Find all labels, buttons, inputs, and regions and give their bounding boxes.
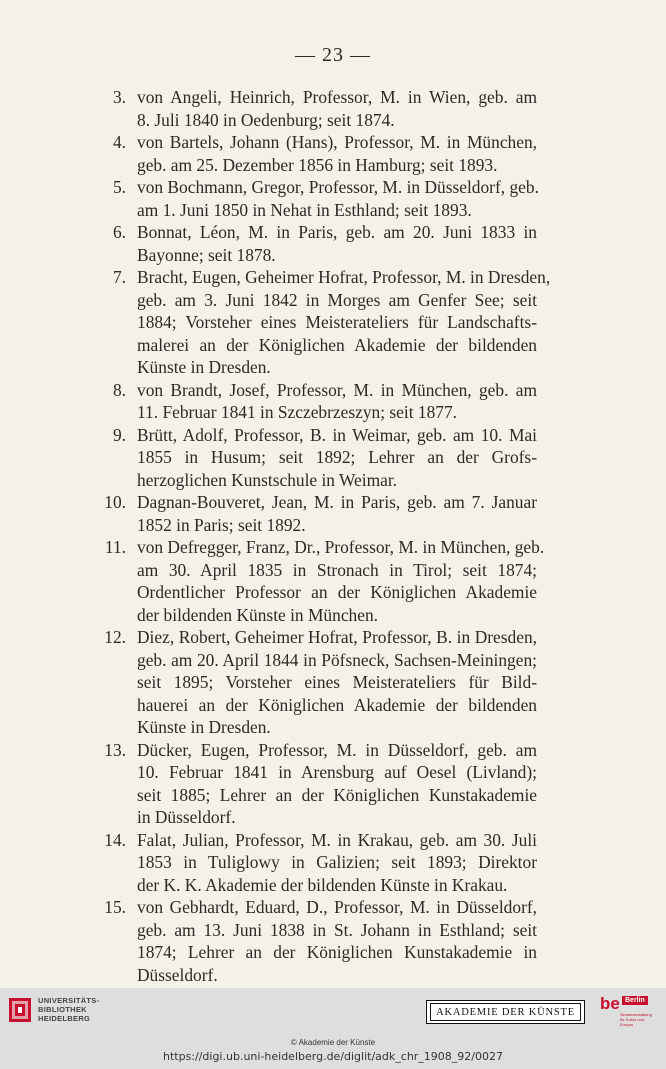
entry-line: der K. K. Akademie der bildenden Künste in Krakau. [137, 874, 508, 895]
entry-line: malerei an der Königlichen Akademie der bildenden [137, 334, 537, 355]
entry-line: 1855 in Husum; seit 1892; Lehrer an der Grofs- [137, 447, 537, 467]
entry-line: von Angeli, Heinrich, Professor, M. in Wien, geb. am [137, 87, 537, 107]
entry-line: Falat, Julian, Professor, M. in Krakau, geb. am 30. Juli [137, 829, 537, 850]
list-item [72, 626, 537, 739]
entry-line: 11. Februar 1841 in Szczebrzeszyn; seit 1877. [137, 402, 458, 422]
list-item [72, 739, 537, 829]
list-item [72, 536, 545, 626]
entry-line: seit 1895; Vorsteher eines Meisterateliers für Bild- [137, 672, 537, 692]
ub-seal-icon [8, 997, 32, 1023]
entry-number: 8. [112, 379, 126, 400]
entry-line: Düsseldorf. [137, 964, 218, 985]
entry-line: 1874; Lehrer an der Königlichen Kunstakademie in [137, 942, 537, 962]
entry-line: hauerei an der Königlichen Akademie der bildenden [137, 694, 537, 715]
list-item [72, 266, 551, 379]
page-number: — 23 — [295, 44, 371, 66]
entry-line: 1853 in Tuliglowy in Galizien; seit 1893; Direktor [137, 852, 537, 872]
bemi-sub-line-2: für Kultur und Europa [620, 1017, 645, 1027]
list-item [72, 86, 537, 131]
entry-line: Brütt, Adolf, Professor, B. in Weimar, geb. am 10. Mai [137, 424, 537, 445]
entry-line: Dagnan-Bouveret, Jean, M. in Paris, geb. am 7. Januar [137, 492, 537, 512]
entry-line: geb. am 3. Juni 1842 in Morges am Genfer See; seit [137, 289, 537, 310]
entry-line: 1884; Vorsteher eines Meisterateliers für Landschafts- [137, 312, 537, 332]
entry-line: von Bartels, Johann (Hans), Professor, M. in München, [137, 132, 537, 152]
list-item [72, 896, 537, 986]
entry-line: herzoglichen Kunstschule in Weimar. [137, 469, 398, 490]
entry-line: geb. am 13. Juni 1838 in St. Johann in Esthland; seit [137, 919, 537, 940]
entry-line: von Brandt, Josef, Professor, M. in München, geb. am [137, 379, 537, 400]
entry-line: 10. Februar 1841 in Arensburg auf Oesel (Livland); [137, 762, 537, 782]
entry-line: seit 1885; Lehrer an der Königlichen Kunstakademie [137, 784, 537, 805]
entry-number: 12. [104, 627, 126, 647]
entry-number: 14. [104, 829, 126, 850]
entry-number: 9. [112, 424, 126, 445]
entry-line: Bonnat, Léon, M. in Paris, geb. am 20. Juni 1833 in [137, 222, 537, 242]
list-item [72, 176, 537, 221]
bemi-sub-text [620, 1012, 658, 1027]
entry-line: Künste in Dresden. [137, 717, 271, 737]
list-item [72, 221, 537, 266]
akademie-der-kuenste-logo[interactable] [426, 1000, 585, 1024]
list-item [72, 829, 537, 897]
permalink-url[interactable]: https://digi.ub.uni-heidelberg.de/diglit/adk_chr_1908_92/0027 [162, 1050, 504, 1063]
entry-line: am 30. April 1835 in Stronach in Tirol; seit 1874; [137, 559, 537, 580]
entry-number: 10. [104, 492, 126, 512]
entry-number: 3. [112, 87, 126, 107]
member-list [72, 86, 551, 986]
entry-number: 4. [112, 132, 126, 152]
entry-line: Künste in Dresden. [137, 357, 271, 377]
entry-line: geb. am 25. Dezember 1856 in Hamburg; seit 1893. [137, 154, 498, 175]
entry-line: von Defregger, Franz, Dr., Professor, M. in München, geb. [137, 537, 545, 557]
entry-line: von Gebhardt, Eduard, D., Professor, M. in Düsseldorf, [137, 897, 537, 917]
entry-line: von Bochmann, Gregor, Professor, M. in Düsseldorf, geb. [137, 177, 539, 197]
ub-logo-line-3: HEIDELBERG [38, 1014, 91, 1023]
list-item [72, 379, 537, 424]
bemi-berlin-text: Berlin [622, 996, 648, 1005]
entry-line: Ordentlicher Professor an der Königlichen Akademie [137, 582, 537, 602]
entry-number: 15. [104, 897, 126, 917]
list-item [72, 491, 537, 536]
ub-heidelberg-logo[interactable] [8, 996, 99, 1023]
entry-line: in Düsseldorf. [137, 807, 236, 827]
entry-line: Bayonne; seit 1878. [137, 244, 276, 265]
entry-line: 8. Juli 1840 in Oedenburg; seit 1874. [137, 109, 395, 130]
akademie-logo-label: AKADEMIE DER KÜNSTE [430, 1003, 581, 1021]
ub-logo-line-1: UNIVERSITÄTS- [38, 996, 100, 1005]
entry-number: 11. [104, 537, 126, 557]
entry-number: 5. [112, 177, 126, 197]
entry-number: 7. [112, 267, 126, 287]
berlin-senate-logo[interactable] [600, 994, 658, 1030]
entry-line: geb. am 20. April 1844 in Pöfsneck, Sachsen-Meiningen; [137, 649, 537, 670]
entry-line: am 1. Juni 1850 in Nehat in Esthland; seit 1893. [137, 199, 472, 220]
list-item [72, 131, 537, 176]
entry-line: Bracht, Eugen, Geheimer Hofrat, Professor, M. in Dresden, [137, 267, 551, 287]
ub-logo-line-2: BIBLIOTHEK [38, 1005, 87, 1014]
entry-number: 13. [104, 739, 126, 760]
entry-line: 1852 in Paris; seit 1892. [137, 514, 306, 535]
entry-number: 6. [112, 222, 126, 242]
ub-logo-text [38, 996, 99, 1023]
copyright-notice: © Akademie der Künste [290, 1038, 376, 1047]
entry-line: Diez, Robert, Geheimer Hofrat, Professor, B. in Dresden, [137, 627, 537, 647]
bemi-sub-line-1: Senatsverwaltung [620, 1012, 652, 1017]
entry-line: der bildenden Künste in München. [137, 604, 378, 625]
list-item [72, 424, 537, 492]
bemi-be-text: be [600, 994, 620, 1013]
entry-line: Dücker, Eugen, Professor, M. in Düsseldorf, geb. am [137, 739, 537, 760]
